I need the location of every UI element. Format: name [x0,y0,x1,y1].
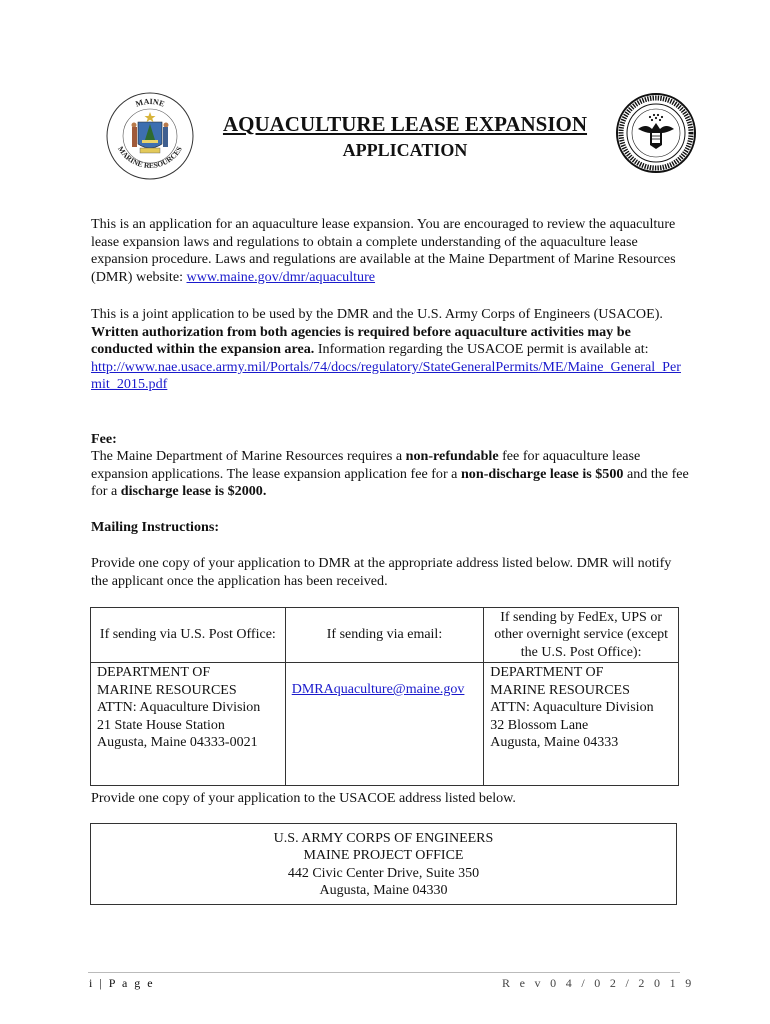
mailing-heading [91,519,691,537]
address-line: MARINE RESOURCES [490,682,630,698]
maine-marine-resources-seal-icon [106,92,194,180]
intro-paragraph [91,216,691,286]
header-email: If sending via email: [285,608,484,663]
header-post-office: If sending via U.S. Post Office: [91,608,286,663]
address-line: Augusta, Maine 04330 [319,883,448,899]
address-line: ATTN: Aquaculture Division [490,700,654,716]
address-line: ATTN: Aquaculture Division [97,700,261,716]
fee-text-1: The Maine Department of Marine Resources requires a [91,448,406,464]
address-line: DEPARTMENT OF [490,665,604,680]
email-address-cell [285,663,484,786]
footer-divider [88,972,680,973]
dmr-aquaculture-link[interactable]: www.maine.gov/dmr/aquaculture [186,268,376,285]
intro-text: This is an application for an aquaculture lease expansion. You are encouraged to review the aquaculture lease expansion laws and regulations to obtain a complete understanding of the aquaculture lease expansion procedure. Laws and regulations are available at the Maine Department of Marine Resources (DMR) website: [91,216,676,285]
usacoe-permit-link[interactable]: http://www.nae.usace.army.mil/Portals/74/docs/regulatory/StateGeneralPermits/ME/Maine_General_Permit_2015.pdf [91,358,681,393]
address-line: U.S. ARMY CORPS OF ENGINEERS [273,831,494,846]
header-overnight: If sending by FedEx, UPS or other overnight service (except the U.S. Post Office): [484,608,679,663]
footer-revision: R e v 0 4 / 0 2 / 2 0 1 9 [502,976,695,990]
joint-text-1: This is a joint application to be used by the DMR and the U.S. Army Corps of Engineers (USACOE). [91,306,663,322]
fee-heading-text: Fee: [91,431,117,447]
dmr-email-link[interactable]: DMRAquaculture@maine.gov [291,682,465,697]
usacoe-address-box [90,823,677,905]
dmr-instructions: Provide one copy of your application to DMR at the appropriate address listed below. DMR will notify the applicant once the application has been received. [91,555,672,589]
document-title: AQUACULTURE LEASE EXPANSION [222,112,588,136]
document-subtitle: APPLICATION [342,140,468,160]
overnight-address [484,663,679,786]
seal-top-text: MAINE [134,96,166,109]
address-line: MARINE RESOURCES [97,682,237,698]
table-header-row [91,608,679,663]
joint-text-2: Information regarding the USACOE permit is available at: [314,341,649,358]
department-of-defense-seal-icon [616,93,696,173]
address-line: 21 State House Station [97,717,225,733]
table-row [91,663,679,786]
fee-discharge: discharge lease is $2000. [120,483,267,500]
page-number: i [89,976,95,990]
fee-paragraph [91,448,691,501]
fee-non-discharge: non-discharge lease is $500 [460,465,624,482]
joint-application-paragraph [91,306,691,394]
address-line: Augusta, Maine 04333-0021 [97,735,258,751]
page-word: P a g e [108,976,155,990]
mailing-heading-text: Mailing Instructions: [91,519,220,535]
dmr-address-table [90,607,679,786]
fee-text-3: and the fee for a [91,465,689,500]
address-line: 442 Civic Center Drive, Suite 350 [287,865,480,881]
joint-authorization-notice: Written authorization from both agencies is required before aquaculture activities may be conducted within the expansion area. [91,323,631,358]
address-line: DEPARTMENT OF [97,665,211,680]
fee-heading [91,431,691,449]
seal-bottom-text: MARINE RESOURCES [116,144,184,171]
fee-non-refundable: non-refundable [405,448,499,464]
address-line: Augusta, Maine 04333 [490,735,619,751]
footer-page-label: i | P a g e [89,976,155,990]
address-line: 32 Blossom Lane [490,717,589,733]
usacoe-instructions: Provide one copy of your application to the USACOE address listed below. [91,790,516,806]
fee-text-2: fee for aquaculture lease expansion applications. The lease expansion application fee for a [91,448,641,482]
post-office-address [91,663,286,786]
address-line: MAINE PROJECT OFFICE [303,848,464,864]
